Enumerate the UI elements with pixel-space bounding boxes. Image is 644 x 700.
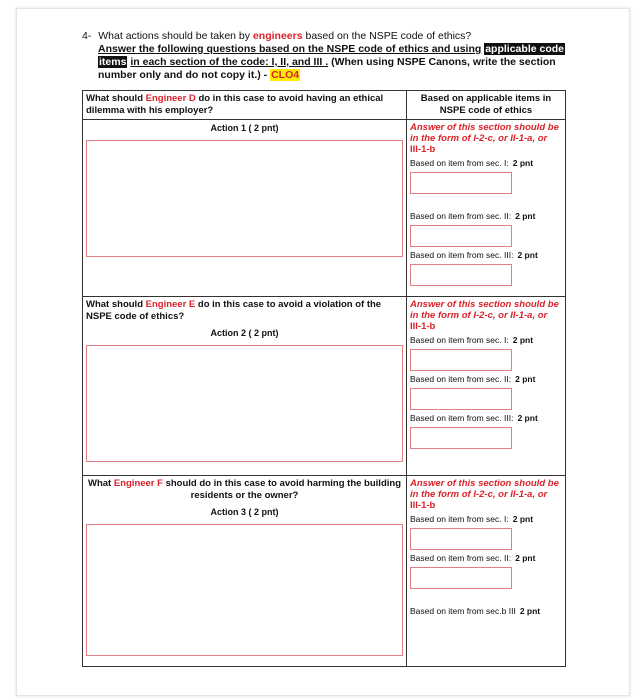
highlight-applicable-code: applicable code xyxy=(485,43,564,55)
s1-item-2-label: Based on item from sec. II: xyxy=(410,211,512,221)
action-2-label: Action 2 ( 2 pnt) xyxy=(210,328,279,338)
s2-item-2-label: Based on item from sec. II: xyxy=(410,374,512,384)
s2-item-1-label: Based on item from sec. I: xyxy=(410,335,509,345)
section-3-left xyxy=(83,476,407,667)
hint-2: Answer of this section should be in the form of I-2-c, or II-1-a, or xyxy=(410,299,559,321)
q-f-pre: What xyxy=(88,478,112,489)
hint-1-code: III-1-b xyxy=(410,144,436,155)
s3-item-3-label: Based on item from sec.b III xyxy=(410,606,516,616)
instructions xyxy=(98,43,572,82)
s1-item-2-points: 2 pnt xyxy=(515,211,536,221)
s2-item-3-box[interactable] xyxy=(410,427,512,449)
s1-item-3-label: Based on item from sec. III: xyxy=(410,250,514,260)
action-1-label: Action 1 ( 2 pnt) xyxy=(210,123,279,133)
s2-item-2-box[interactable] xyxy=(410,388,512,410)
spacer xyxy=(407,589,565,603)
s1-item-3-points: 2 pnt xyxy=(517,250,538,260)
header-left-cell xyxy=(83,91,407,120)
instructions-a: Answer the following questions based on the NSPE code of ethics and using xyxy=(98,43,482,55)
question-text-post: based on the NSPE code of ethics? xyxy=(305,30,472,42)
s2-item-2-points: 2 pnt xyxy=(515,374,536,384)
s2-item-2 xyxy=(407,371,565,384)
s1-item-1-box[interactable] xyxy=(410,172,512,194)
s2-item-3 xyxy=(407,410,565,423)
s1-item-1-points: 2 pnt xyxy=(512,158,534,168)
s3-item-3 xyxy=(407,603,565,616)
question-d xyxy=(83,91,406,119)
s3-item-2 xyxy=(407,550,565,563)
section-2-row xyxy=(83,297,566,476)
action-3-answer-box[interactable] xyxy=(86,524,403,656)
s1-item-2 xyxy=(407,208,565,221)
question-emph: engineers xyxy=(252,30,303,42)
s3-item-1-points: 2 pnt xyxy=(512,514,534,524)
clo-badge: CLO4 xyxy=(271,69,300,81)
s2-item-1 xyxy=(407,332,565,345)
question-e xyxy=(83,297,406,325)
q-e-post: do in this case to avoid a violation of the NSPE code of ethics? xyxy=(86,299,382,322)
s3-item-1-box[interactable] xyxy=(410,528,512,550)
q-d-emph: Engineer D xyxy=(145,93,196,104)
s1-item-1 xyxy=(407,155,565,168)
header-row xyxy=(83,91,566,120)
header-right-cell xyxy=(407,91,566,120)
action-2-answer-box[interactable] xyxy=(86,345,403,462)
s1-item-3 xyxy=(407,247,565,260)
instructions-c: (When using NSPE Canons, write the section number only and do not copy it.) - xyxy=(98,56,556,81)
s3-item-3-points: 2 pnt xyxy=(519,606,541,616)
q-d-post: do in this case to avoid having an ethical dilemma with his employer? xyxy=(86,93,384,116)
question-number: 4- xyxy=(82,30,92,42)
spacer xyxy=(407,194,565,208)
hint-2-code: III-1-b xyxy=(410,321,436,332)
section-1-row xyxy=(83,120,566,297)
s3-item-1 xyxy=(407,511,565,524)
question-f xyxy=(83,476,406,504)
s1-item-3-box[interactable] xyxy=(410,264,512,286)
s2-item-1-points: 2 pnt xyxy=(512,335,534,345)
hint-1: Answer of this section should be in the form of I-2-c, or II-1-a, or xyxy=(410,122,559,144)
section-1-right xyxy=(407,120,566,297)
section-3-right xyxy=(407,476,566,667)
s3-item-1-label: Based on item from sec. I: xyxy=(410,514,509,524)
question-text-pre: What actions should be taken by xyxy=(98,30,251,42)
q-f-post: should do in this case to avoid harming the building residents or the owner? xyxy=(165,478,401,501)
hint-3-code: III-1-b xyxy=(410,500,436,511)
header-right: Based on applicable items in NSPE code of ethics xyxy=(420,93,552,116)
q-e-emph: Engineer E xyxy=(145,299,196,310)
s2-item-1-box[interactable] xyxy=(410,349,512,371)
question-block xyxy=(82,30,572,82)
instructions-b: in each section of the code: I, II, and III . xyxy=(130,56,329,68)
s2-item-3-points: 2 pnt xyxy=(517,413,538,423)
section-2-right xyxy=(407,297,566,476)
s1-item-2-box[interactable] xyxy=(410,225,512,247)
question-title xyxy=(82,30,572,43)
hint-3: Answer of this section should be in the form of I-2-c, or II-1-a, or xyxy=(410,478,559,500)
s3-item-2-box[interactable] xyxy=(410,567,512,589)
section-2-left xyxy=(83,297,407,476)
s3-item-2-label: Based on item from sec. II: xyxy=(410,553,512,563)
s1-item-1-label: Based on item from sec. I: xyxy=(410,158,509,168)
action-1-answer-box[interactable] xyxy=(86,140,403,257)
section-3-row xyxy=(83,476,566,667)
q-f-emph: Engineer F xyxy=(113,478,163,489)
q-d-pre: What should xyxy=(86,93,143,104)
answer-table xyxy=(82,90,566,667)
action-3-label: Action 3 ( 2 pnt) xyxy=(210,507,279,517)
q-e-pre: What should xyxy=(86,299,143,310)
s3-item-2-points: 2 pnt xyxy=(515,553,536,563)
s2-item-3-label: Based on item from sec. III: xyxy=(410,413,514,423)
highlight-items: items xyxy=(99,56,127,68)
section-1-left xyxy=(83,120,407,297)
